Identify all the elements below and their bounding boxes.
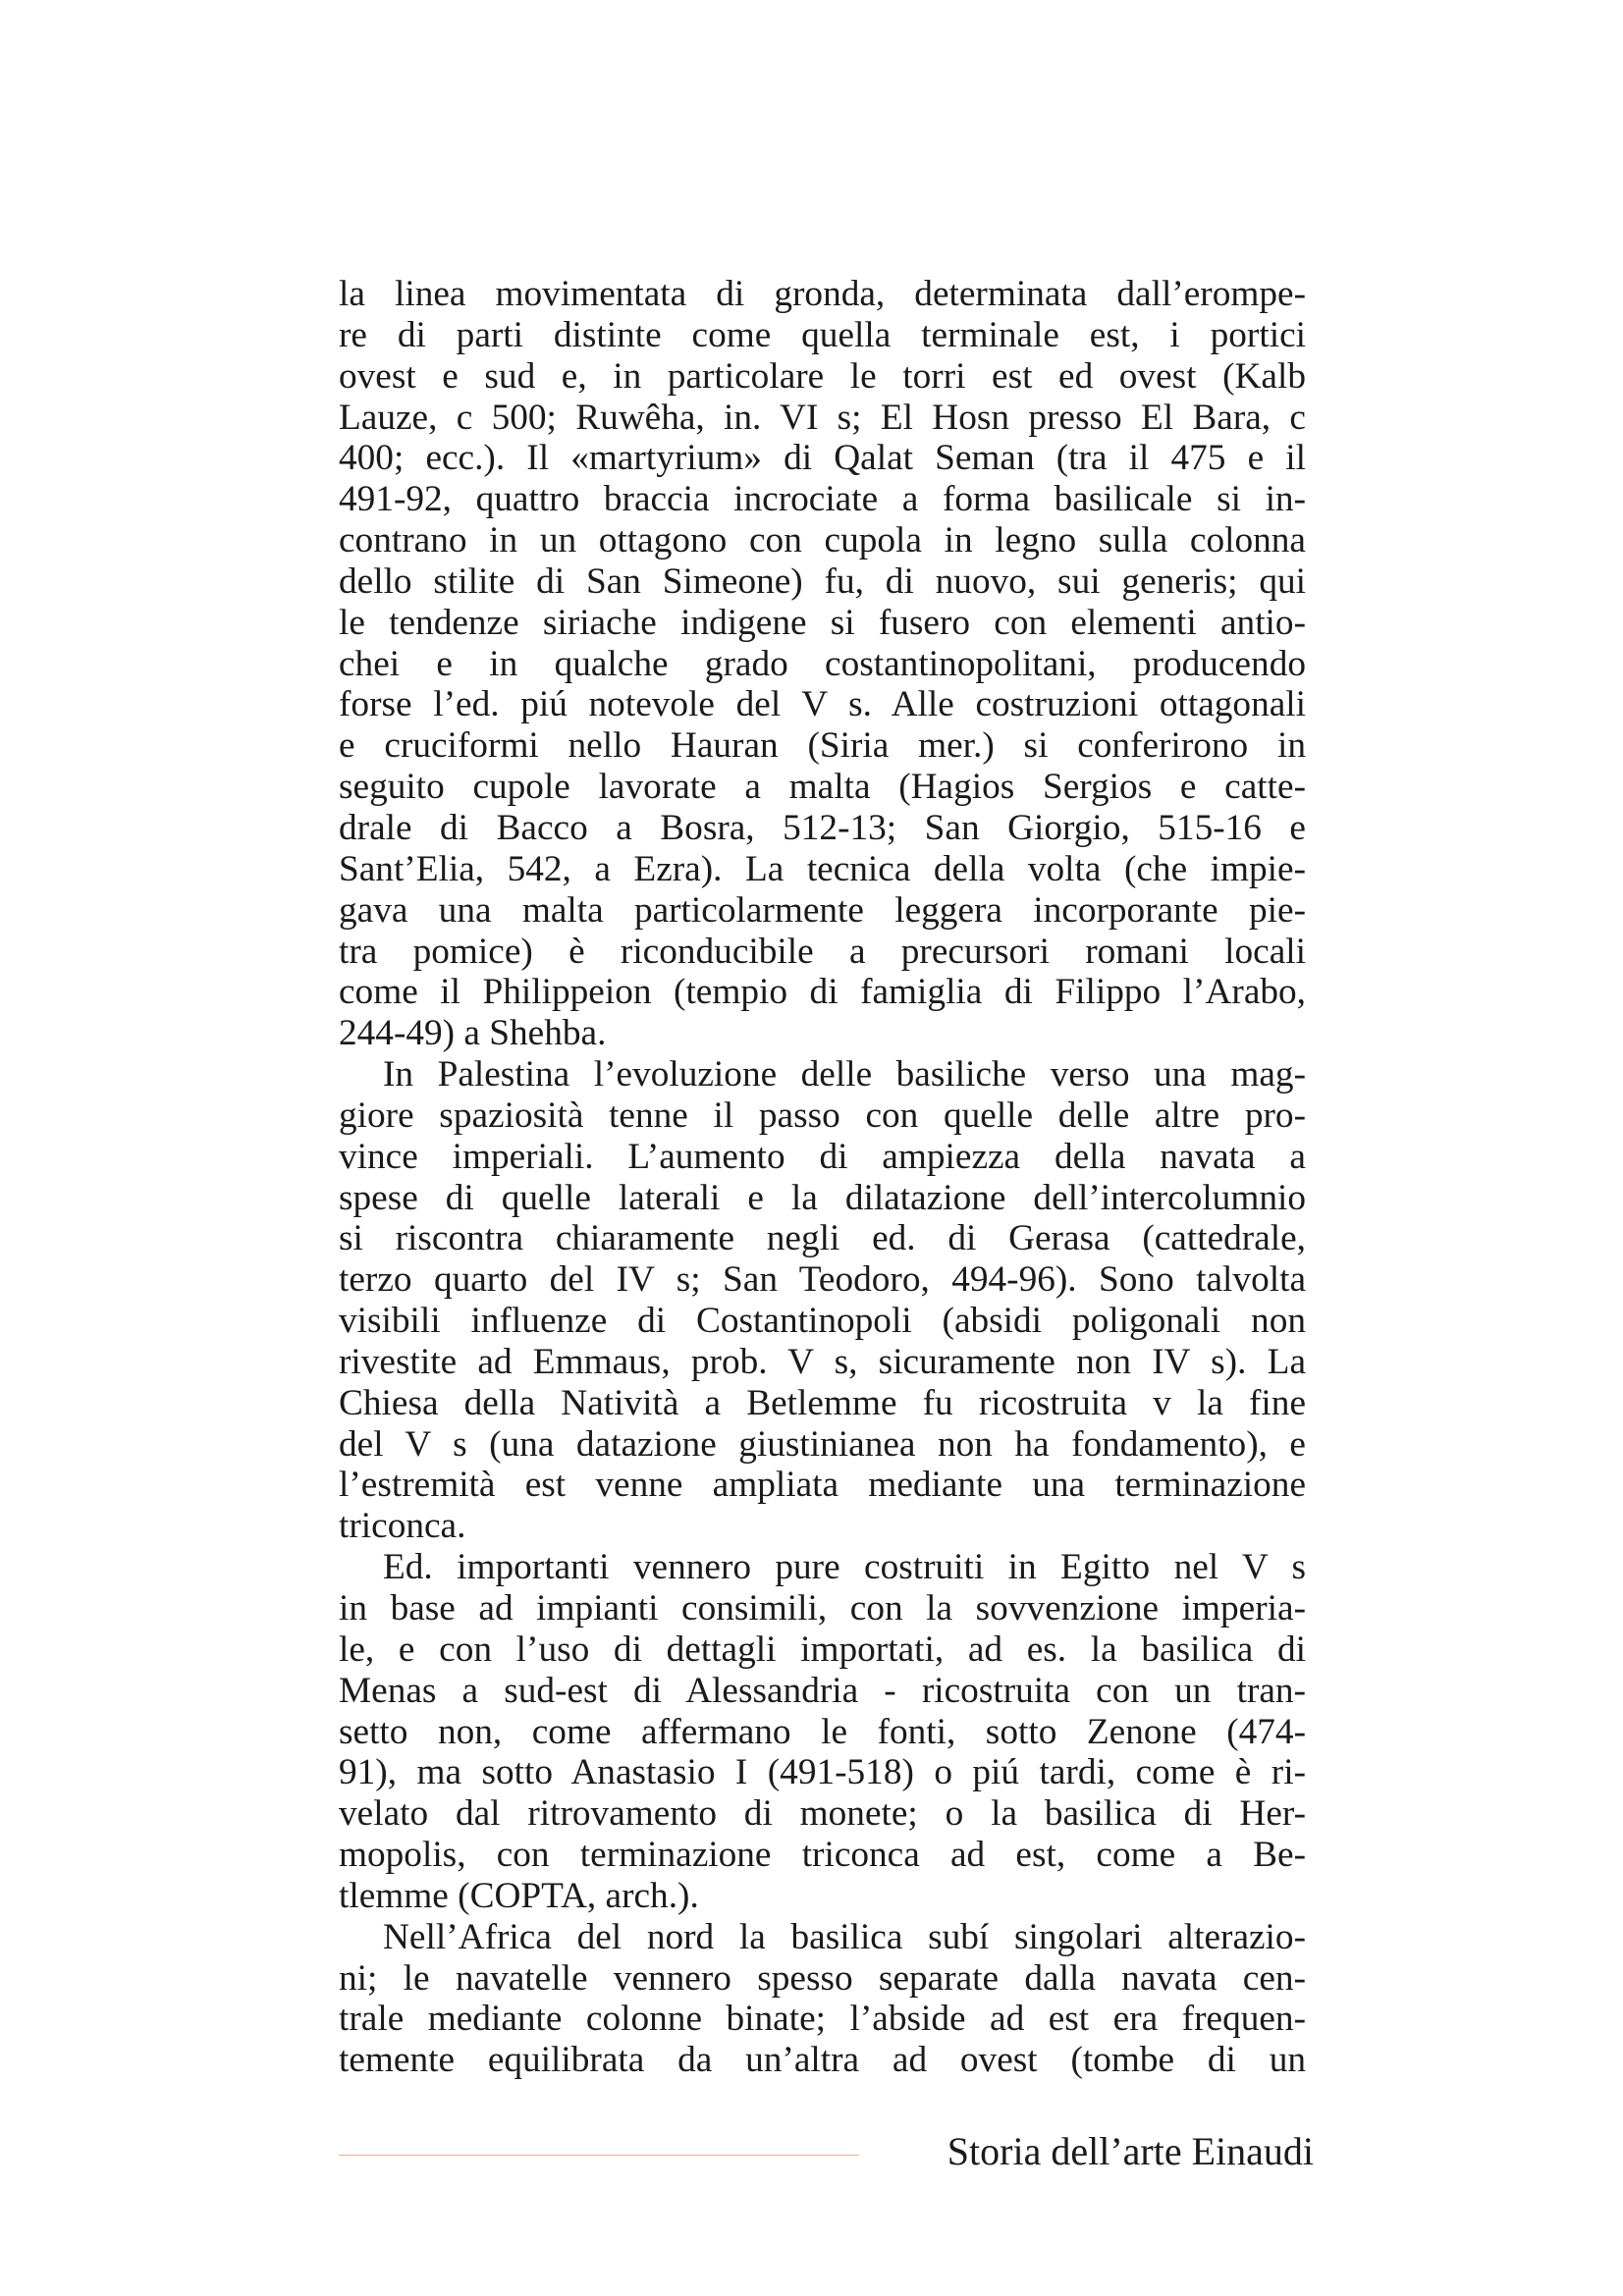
- text-line: Ed. importanti vennero pure costruiti in Egitto nel V s: [383, 1547, 1306, 1588]
- text-line: setto non, come affermano le fonti, sotto Zenone (474-: [339, 1711, 1306, 1752]
- text-line: rivestite ad Emmaus, prob. V s, sicuramente non IV s). La: [339, 1341, 1306, 1382]
- body-text: [339, 274, 1306, 2081]
- footer-rule: [339, 2155, 859, 2156]
- text-line: Nell’Africa del nord la basilica subí singolari alterazio-: [383, 1916, 1306, 1957]
- text-line: Chiesa della Natività a Betlemme fu ricostruita v la fine: [339, 1382, 1306, 1423]
- footer-title: Storia dell’arte Einaudi: [947, 2129, 1314, 2173]
- text-line: 491-92, quattro braccia incrociate a forma basilicale si in-: [339, 479, 1306, 520]
- text-line: come il Philippeion (tempio di famiglia di Filippo l’Arabo,: [339, 972, 1306, 1013]
- text-line: velato dal ritrovamento di monete; o la basilica di Her-: [339, 1793, 1306, 1835]
- text-line: 91), ma sotto Anastasio I (491-518) o piú tardi, come è ri-: [339, 1752, 1306, 1793]
- text-line: del V s (una datazione giustinianea non ha fondamento), e: [339, 1423, 1306, 1465]
- text-line: dello stilite di San Simeone) fu, di nuovo, sui generis; qui: [339, 561, 1306, 602]
- text-line: la linea movimentata di gronda, determinata dall’erompe-: [339, 274, 1306, 314]
- text-line: 244-49) a Shehba.: [339, 1013, 607, 1054]
- text-line: ovest e sud e, in particolare le torri est ed ovest (Kalb: [339, 355, 1306, 397]
- text-line: re di parti distinte come quella terminale est, i portici: [339, 314, 1306, 355]
- text-line: le, e con l’uso di dettagli importati, ad es. la basilica di: [339, 1629, 1306, 1670]
- text-line: giore spaziosità tenne il passo con quelle delle altre pro-: [339, 1095, 1306, 1136]
- text-line: spese di quelle laterali e la dilatazione dell’intercolumnio: [339, 1177, 1306, 1218]
- text-line: le tendenze siriache indigene si fusero con elementi antio-: [339, 602, 1306, 643]
- text-line: In Palestina l’evoluzione delle basiliche verso una mag-: [383, 1054, 1306, 1095]
- text-line: Lauze, c 500; Ruwêha, in. VI s; El Hosn presso El Bara, c: [339, 397, 1306, 438]
- text-line: 400; ecc.). Il «martyrium» di Qalat Seman (tra il 475 e il: [339, 438, 1306, 479]
- text-line: temente equilibrata da un’altra ad ovest (tombe di un: [339, 2040, 1306, 2081]
- text-line: si riscontra chiaramente negli ed. di Gerasa (cattedrale,: [339, 1218, 1306, 1259]
- text-line: triconca.: [339, 1506, 466, 1547]
- text-line: tra pomice) è riconducibile a precursori romani locali: [339, 931, 1306, 972]
- text-line: Sant’Elia, 542, a Ezra). La tecnica della volta (che impie-: [339, 848, 1306, 889]
- text-line: e cruciformi nello Hauran (Siria mer.) si conferirono in: [339, 725, 1306, 767]
- text-line: l’estremità est venne ampliata mediante una terminazione: [339, 1465, 1306, 1506]
- text-line: vince imperiali. L’aumento di ampiezza della navata a: [339, 1136, 1306, 1177]
- text-line: ni; le navatelle vennero spesso separate dalla navata cen-: [339, 1957, 1306, 1999]
- text-line: drale di Bacco a Bosra, 512-13; San Giorgio, 515-16 e: [339, 807, 1306, 848]
- text-line: Menas a sud-est di Alessandria - ricostruita con un tran-: [339, 1670, 1306, 1711]
- text-line: chei e in qualche grado costantinopolitani, producendo: [339, 643, 1306, 684]
- text-line: contrano in un ottagono con cupola in legno sulla colonna: [339, 520, 1306, 561]
- text-line: gava una malta particolarmente leggera incorporante pie-: [339, 889, 1306, 931]
- text-line: seguito cupole lavorate a malta (Hagios Sergios e catte-: [339, 767, 1306, 808]
- text-line: mopolis, con terminazione triconca ad est, come a Be-: [339, 1835, 1306, 1876]
- text-line: in base ad impianti consimili, con la sovvenzione imperia-: [339, 1588, 1306, 1629]
- text-line: forse l’ed. piú notevole del V s. Alle costruzioni ottagonali: [339, 684, 1306, 725]
- text-line: visibili influenze di Costantinopoli (absidi poligonali non: [339, 1301, 1306, 1342]
- text-line: tlemme (COPTA, arch.).: [339, 1875, 699, 1916]
- text-line: terzo quarto del IV s; San Teodoro, 494-96). Sono talvolta: [339, 1259, 1306, 1301]
- text-line: trale mediante colonne binate; l’abside ad est era frequen-: [339, 1999, 1306, 2040]
